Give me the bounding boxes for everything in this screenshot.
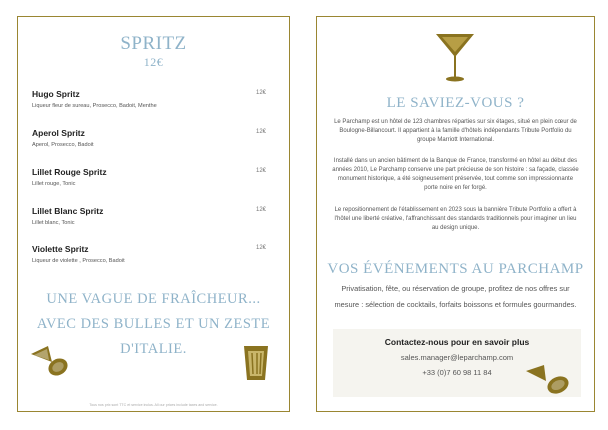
menu-item-desc: Liqueur fleur de sureau, Prosecco, Badoit, Menthe xyxy=(32,103,157,109)
did-you-know-heading: LE SAVIEZ-VOUS ? xyxy=(386,95,525,111)
menu-item xyxy=(32,167,282,187)
menu-item-desc: Lillet rouge, Tonic xyxy=(32,181,76,187)
contact-title: Contactez-nous pour en savoir plus xyxy=(384,337,530,347)
contact-phone[interactable]: +33 (0)7 60 98 11 84 xyxy=(422,368,492,377)
menu-item-price: 12€ xyxy=(255,245,266,251)
spritz-price: 12€ xyxy=(143,55,164,69)
menu-item-name: Lillet Rouge Spritz xyxy=(32,167,107,177)
menu-item-desc: Lillet blanc, Tonic xyxy=(32,220,75,226)
menu-item-price: 12€ xyxy=(255,129,266,135)
menu-item-name: Violette Spritz xyxy=(32,244,89,254)
tagline: UNE VAGUE DE FRAÎCHEUR... AVEC DES BULLES ET UN ZESTE D'ITALIE. xyxy=(36,291,271,357)
menu-item-desc: Aperol, Prosecco, Badoit xyxy=(32,142,94,148)
footnote: Tous nos prix sont TTC et service inclus. All our prices include taxes and service. xyxy=(89,403,218,407)
events-heading: VOS ÉVÉNEMENTS AU PARCHAMP xyxy=(327,261,584,277)
paragraph: Le Parchamp est un hôtel de 123 chambres réparties sur six étages, situé en plein cœur de Boulogne-Billancourt. Il appartient à la famille d'hôtels indépendants Tribute Portfolio du groupe Marriott International. xyxy=(334,119,577,143)
menu-item xyxy=(32,128,282,148)
contact-email[interactable]: sales.manager@leparchamp.com xyxy=(400,353,514,362)
menu-item-name: Aperol Spritz xyxy=(32,128,85,138)
menu-item xyxy=(32,244,282,264)
info-page xyxy=(316,16,595,412)
menu-item-price: 12€ xyxy=(255,90,266,96)
menu-item-price: 12€ xyxy=(255,168,266,174)
lemon-slices-icon xyxy=(524,363,574,397)
events-text: Privatisation, fête, ou réservation de groupe, profitez de nos offres sur mesure : sélection de cocktails, forfaits boissons et formules gourmandes. xyxy=(334,284,577,309)
spritz-menu-page xyxy=(17,16,290,412)
menu-item-name: Lillet Blanc Spritz xyxy=(32,206,104,216)
menu-item-name: Hugo Spritz xyxy=(32,89,80,99)
paragraph: Le repositionnement de l'établissement en 2023 sous la bannière Tribute Portfolio a offert à l'hôtel une liberté créative, l'affranchissant des standards traditionnels pour imaginer un lieu au design unique. xyxy=(334,207,577,231)
paragraph: Installé dans un ancien bâtiment de la Banque de France, transformé en hôtel au début des années 2010, Le Parchamp conserve une part précieuse de son histoire : sa façade, classée monument historique, a été soigneusement préservée, tout comme son impressionnante porte noire en fer forgé. xyxy=(332,158,579,191)
lemon-slices-icon xyxy=(28,342,74,378)
glass-tumbler-icon xyxy=(241,343,271,383)
menu-item xyxy=(32,89,282,109)
spritz-title: SPRITZ xyxy=(120,33,187,54)
martini-glass-icon xyxy=(434,31,476,83)
menu-item xyxy=(32,206,282,226)
menu-item-price: 12€ xyxy=(255,207,266,213)
menu-item-desc: Liqueur de violette , Prosecco, Badoit xyxy=(32,258,125,264)
